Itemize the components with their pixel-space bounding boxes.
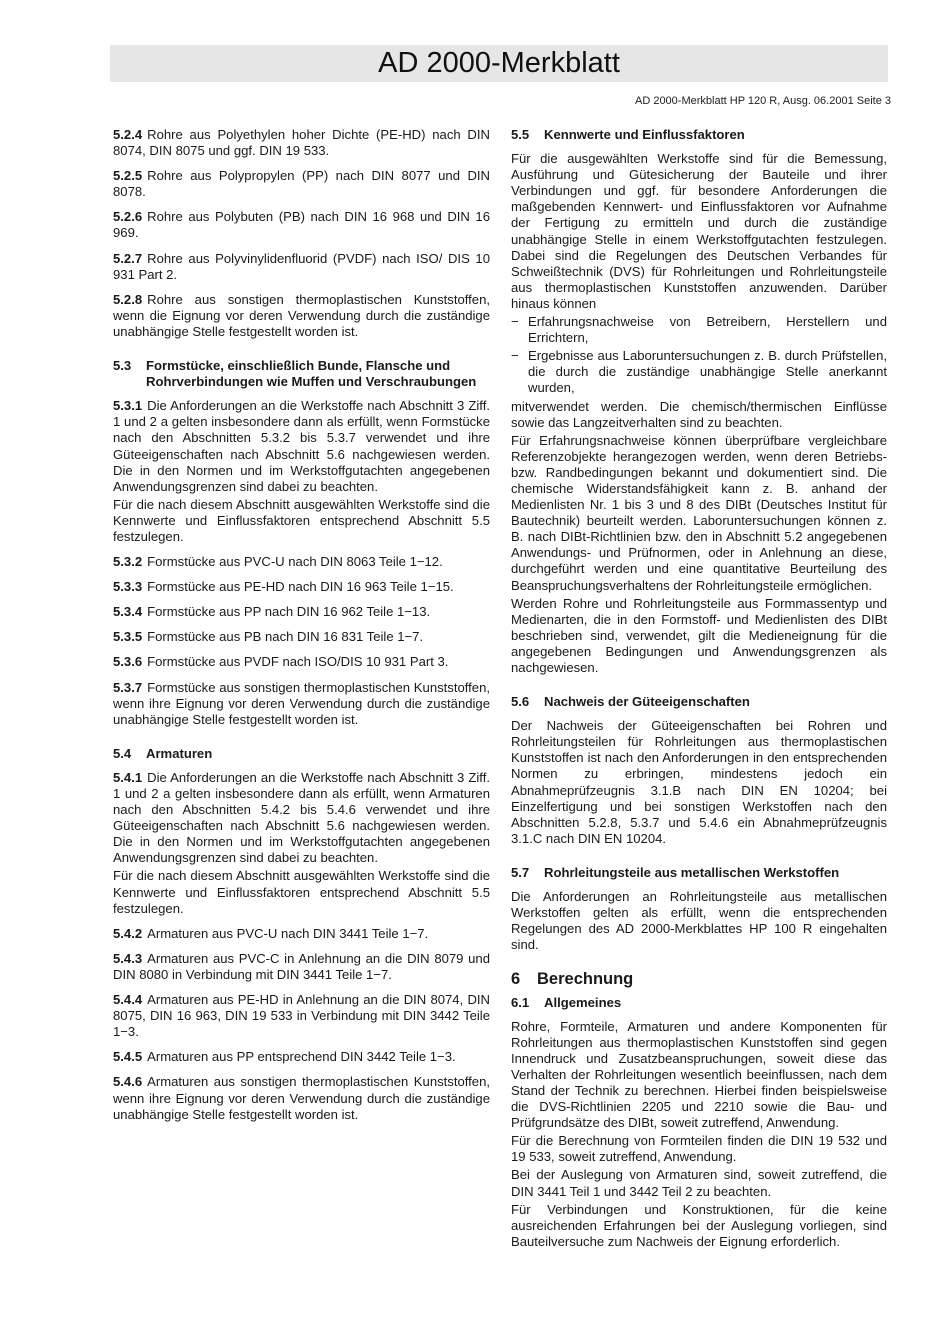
clause-number: 5.2.5	[113, 168, 143, 184]
clause-5-3-5	[113, 629, 490, 645]
clause-number: 5.2.6	[113, 209, 143, 225]
section-5-3-heading	[113, 358, 490, 390]
clause-number: 5.3.4	[113, 604, 143, 620]
list-item-text: Ergebnisse aus Laboruntersuchungen z. B. durch Prüfstellen, die durch die zuständige unabhängige Stelle anerkannt wurden,	[528, 348, 887, 396]
clause-5-4-1-continued: Für die nach diesem Abschnitt ausgewählten Werkstoffe sind die Kennwerte und Einflussfaktoren entsprechend Abschnitt 5.5 festzulegen.	[113, 868, 490, 916]
clause-text: Armaturen aus sonstigen thermoplastischen Kunststoffen, wenn ihre Eignung vor deren Verwendung durch die zuständige unabhängige Stelle festgestellt worden ist.	[113, 1074, 490, 1122]
clause-text: Armaturen aus PVC-U nach DIN 3441 Teile 1−7.	[147, 925, 429, 941]
clause-5-3-2	[113, 554, 490, 570]
clause-text: Rohre aus sonstigen thermoplastischen Kunststoffen, wenn die Eignung vor deren Verwendung durch die zuständige unabhängige Stelle festgestellt worden ist.	[113, 291, 490, 339]
clause-text: Armaturen aus PVC-C in Anlehnung an die DIN 8079 und DIN 8080 in Verbindung mit DIN 3441 Teile 1−7.	[113, 950, 490, 982]
clause-number: 5.4.1	[113, 769, 143, 785]
clause-text: Formstücke aus PVDF nach ISO/DIS 10 931 Part 3.	[147, 654, 449, 670]
dash-bullet: −	[511, 348, 519, 364]
section-6-1-heading	[511, 995, 887, 1011]
clause-number: 5.2.4	[113, 127, 143, 142]
clause-text: Formstücke aus sonstigen thermoplastischen Kunststoffen, wenn ihre Eignung vor deren Verwendung durch die zuständige unabhängige Stelle festgestellt worden ist.	[113, 679, 490, 727]
clause-number: 5.3.6	[113, 654, 143, 670]
chapter-title: Berechnung	[537, 970, 634, 989]
clause-5-4-2	[113, 926, 490, 942]
clause-text: Die Anforderungen an die Werkstoffe nach Abschnitt 3 Ziff. 1 und 2 a gelten insbesondere dann als erfüllt, wenn Formstücke nach den Abschnitten 5.3.2 bis 5.3.7 verwendet und ihre Güteeigenschaften nach Abschnitt 5.6 nachgewiesen werden. Die in den Normen und im Werkstoffgutachten angegebenen Anwendungsgrenzen sind dabei zu beachten.	[113, 398, 490, 494]
paragraph-5-5-experience: Für Erfahrungsnachweise können überprüfbare vergleichbare Referenzobjekte herangezogen werden, wenn deren Betriebs- bzw. Randbedingungen bekannt und dokumentiert sind. Die chemische Widerstandsfähigkeit kann z. B. anhand der Medienlisten Nr. 1 bis 3 und 8 des DIBt (Deutsches Institut für Bautechnik) beurteilt werden. Laboruntersuchungen können z. B. nach DIBt-Richtlinien bzw. den in Abschnitt 5.2 angegebenen Anwendungs- und Prüfnormen, oder in Anlehnung an diese, durchgeführt werden und eine quantitative Beurteilung des Beanspruchungsverhaltens der Rohrleitungsteile ermöglichen.	[511, 432, 887, 593]
clause-text: Armaturen aus PE-HD in Anlehnung an die DIN 8074, DIN 8075, DIN 16 963, DIN 19 533 in Verbindung mit DIN 3442 Teile 1−3.	[113, 992, 490, 1040]
clause-text: Formstücke aus PP nach DIN 16 962 Teile 1−13.	[147, 604, 431, 620]
clause-number: 5.3.7	[113, 679, 143, 695]
clause-5-3-1	[113, 398, 490, 495]
clause-number: 5.4.2	[113, 925, 143, 941]
list-item-text: Erfahrungsnachweise von Betreibern, Herstellern und Errichtern,	[528, 314, 887, 346]
paragraph-6-1-c: Bei der Auslegung von Armaturen sind, soweit zutreffend, die DIN 3441 Teil 1 und 3442 Teil 2 zu beachten.	[511, 1167, 887, 1199]
paragraph-5-7: Die Anforderungen an Rohrleitungsteile aus metallischen Werkstoffen gelten als erfüllt, wenn die entsprechenden Regelungen des AD 2000-Merkblattes HP 100 R eingehalten sind.	[511, 889, 887, 953]
clause-text: Rohre aus Polyethylen hoher Dichte (PE-HD) nach DIN 8074, DIN 8075 und ggf. DIN 19 533.	[113, 127, 490, 159]
clause-text: Die Anforderungen an die Werkstoffe nach Abschnitt 3 Ziff. 1 und 2 a gelten insbesondere dann als erfüllt, wenn Armaturen nach den Abschnitten 5.4.2 bis 5.4.6 verwendet und ihre Güteeigenschaften nach Abschnitt 5.6 nachgewiesen werden. Die in den Normen und im Werkstoffgutachten angegebenen Anwendungsgrenzen sind dabei zu beachten.	[113, 769, 490, 866]
clause-5-3-7	[113, 680, 490, 728]
section-number: 5.4	[113, 745, 132, 761]
section-5-4-heading	[113, 746, 490, 762]
list-item	[511, 314, 887, 346]
document-title-banner	[110, 45, 888, 82]
clause-5-2-7	[113, 251, 490, 283]
chapter-6-heading	[511, 971, 887, 987]
page-reference: AD 2000-Merkblatt HP 120 R, Ausg. 06.2001 Seite 3	[634, 95, 891, 107]
clause-5-2-5	[113, 168, 490, 200]
section-number: 5.7	[511, 864, 530, 880]
clause-number: 5.3.2	[113, 554, 143, 570]
clause-text: Armaturen aus PP entsprechend DIN 3442 Teile 1−3.	[147, 1049, 456, 1065]
dash-bullet: −	[511, 314, 519, 330]
clause-5-4-4	[113, 992, 490, 1040]
requirements-list	[511, 314, 887, 396]
paragraph-5-6: Der Nachweis der Güteeigenschaften bei Rohren und Rohrleitungsteilen für Rohrleitungen aus thermoplastischen Kunststoffen ist nach den Anforderungen in den entsprechenden Normen zu erbringen, mindestens jedoch ein Abnahmeprüfzeugnis 3.1.B nach DIN EN 10204; bei Einzelfertigung und bei sonstigen Werkstoffen nach den Abschnitten 5.2.8, 5.3.7 und 5.4.6 ein Abnahmeprüfzeugnis 3.1.C nach DIN EN 10204.	[511, 718, 887, 846]
clause-text: Rohre aus Polybuten (PB) nach DIN 16 968 und DIN 16 969.	[113, 209, 490, 241]
clause-5-3-1-continued: Für die nach diesem Abschnitt ausgewählten Werkstoffe sind die Kennwerte und Einflussfaktoren entsprechend Abschnitt 5.5 festzulegen.	[113, 496, 490, 544]
clause-text: Rohre aus Polypropylen (PP) nach DIN 8077 und DIN 8078.	[113, 168, 490, 200]
clause-5-2-4	[113, 127, 490, 159]
clause-5-2-8	[113, 292, 490, 340]
paragraph-5-5-continued: mitverwendet werden. Die chemisch/thermischen Einflüsse sowie das Langzeitverhalten sind zu beachten.	[511, 398, 887, 430]
section-number: 6.1	[511, 994, 530, 1010]
clause-text: Rohre aus Polyvinylidenfluorid (PVDF) nach ISO/ DIS 10 931 Part 2.	[113, 250, 490, 282]
section-5-7-heading	[511, 865, 887, 881]
clause-5-3-4	[113, 604, 490, 620]
clause-5-4-6	[113, 1074, 490, 1122]
right-column	[511, 127, 887, 1252]
section-number: 5.3	[113, 358, 132, 374]
section-title: Rohrleitungsteile aus metallischen Werkstoffen	[544, 864, 840, 880]
clause-text: Formstücke aus PB nach DIN 16 831 Teile 1−7.	[147, 629, 424, 645]
clause-number: 5.4.5	[113, 1049, 143, 1065]
clause-number: 5.3.3	[113, 579, 143, 595]
section-number: 5.5	[511, 127, 530, 142]
paragraph-6-1-a: Rohre, Formteile, Armaturen und andere Komponenten für Rohrleitungen aus thermoplastischen Kunststoffen sind gegen Innendruck und Zusatzbeanspruchungen, soweit diese das Verhalten der Rohrleitungen wesentlich beeinflussen, nach dem Stand der Technik zu berechnen. Hierbei finden beispielsweise die DVS-Richtlinien 2205 und 2210 sowie die Bau- und Prüfgrundsätze des DIBt, soweit zutreffend, Anwendung.	[511, 1018, 887, 1131]
clause-text: Formstücke aus PVC-U nach DIN 8063 Teile 1−12.	[147, 554, 443, 570]
section-title: Kennwerte und Einflussfaktoren	[544, 127, 745, 142]
section-title: Formstücke, einschließlich Bunde, Flansche und Rohrverbindungen wie Muffen und Verschraubungen	[146, 358, 477, 390]
section-number: 5.6	[511, 694, 530, 710]
clause-number: 5.3.1	[113, 398, 143, 414]
clause-5-4-1	[113, 770, 490, 867]
chapter-number: 6	[511, 970, 521, 989]
section-5-6-heading	[511, 694, 887, 710]
left-column	[113, 127, 490, 1132]
clause-5-4-3	[113, 951, 490, 983]
paragraph-5-5-media: Werden Rohre und Rohrleitungsteile aus Formmassentyp und Medienarten, die in den Formstoff- und Medienlisten des DIBt beschrieben sind, verwendet, gilt die Medieneignung für die angegebenen Bedingungen und Anwendungsgrenzen als nachgewiesen.	[511, 595, 887, 675]
clause-number: 5.2.8	[113, 291, 143, 307]
paragraph-5-5-intro: Für die ausgewählten Werkstoffe sind für die Bemessung, Ausführung und Gütesicherung der Bauteile und ihrer Verbindungen und ggf. für besondere Anforderungen die maßgebenden Kennwert- und Einflussfaktoren vor Aufnahme der Fertigung zu ermitteln und durch die zuständige unabhängige Stelle in einem Werkstoffgutachten festzulegen. Dabei sind die Regelungen des Deutschen Verbandes für Schweißtechnik (DVS) für Rohrleitungen und Rohrleitungsteile aus thermoplastischen Kunststoffen anzuwenden. Darüber hinaus können	[511, 151, 887, 311]
section-title: Allgemeines	[544, 994, 622, 1010]
clause-5-2-6	[113, 209, 490, 241]
section-5-5-heading	[511, 127, 887, 143]
clause-5-4-5	[113, 1049, 490, 1065]
clause-text: Formstücke aus PE-HD nach DIN 16 963 Teile 1−15.	[147, 579, 454, 595]
clause-number: 5.3.5	[113, 629, 143, 645]
clause-number: 5.4.6	[113, 1074, 143, 1090]
section-title: Armaturen	[146, 745, 213, 761]
document-title: AD 2000-Merkblatt	[378, 47, 620, 79]
clause-number: 5.2.7	[113, 250, 143, 266]
section-title: Nachweis der Güteeigenschaften	[544, 694, 750, 710]
paragraph-6-1-d: Für Verbindungen und Konstruktionen, für die keine ausreichenden Erfahrungen bei der Auslegung vorliegen, sind Bauteilversuche zum Nachweis der Eignung erforderlich.	[511, 1201, 887, 1249]
clause-number: 5.4.4	[113, 992, 143, 1008]
list-item	[511, 348, 887, 396]
clause-number: 5.4.3	[113, 950, 143, 966]
paragraph-6-1-b: Für die Berechnung von Formteilen finden die DIN 19 532 und 19 533, soweit zutreffend, Anwendung.	[511, 1133, 887, 1165]
clause-5-3-3	[113, 579, 490, 595]
clause-5-3-6	[113, 654, 490, 670]
